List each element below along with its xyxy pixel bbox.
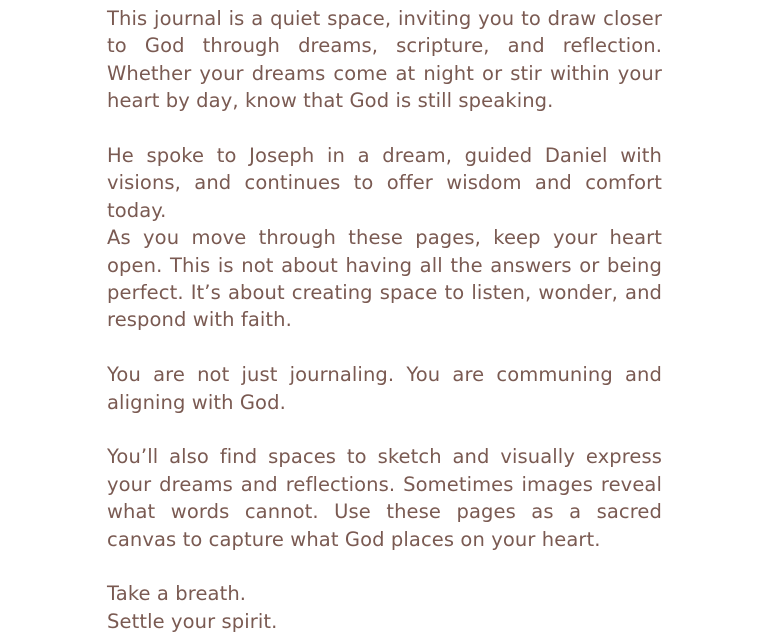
- paragraph-spacer: [107, 553, 662, 580]
- paragraph-joseph-daniel: He spoke to Joseph in a dream, guided Daniel with visions, and continues to offer wisdom and comfort today.: [107, 144, 662, 222]
- paragraph-spacer: [107, 115, 662, 142]
- paragraph-spacer: [107, 416, 662, 443]
- paragraph-settle: Settle your spirit.: [107, 609, 278, 632]
- paragraph-communing: You are not just journaling. You are communing and aligning with God.: [107, 363, 662, 414]
- cut-off-line-wrapper: [107, 608, 662, 632]
- paragraph-spacer: [107, 334, 662, 361]
- paragraph-sketch: You’ll also find spaces to sketch and visually express your dreams and reflections. Sometimes images reveal what words cannot. Use these pages as a sacred canvas to capture what God places on your heart.: [107, 445, 662, 551]
- paragraph-intro: This journal is a quiet space, inviting you to draw closer to God through dreams, scripture, and reflection. Whether your dreams come at night or stir within your heart by day, know that God is still speaking.: [107, 7, 662, 113]
- journal-intro-text: [107, 5, 662, 632]
- paragraph-heart-open: As you move through these pages, keep your heart open. This is not about having all the answers or being perfect. It’s about creating space to listen, wonder, and respond with faith.: [107, 226, 662, 332]
- paragraph-breath: Take a breath.: [107, 582, 247, 606]
